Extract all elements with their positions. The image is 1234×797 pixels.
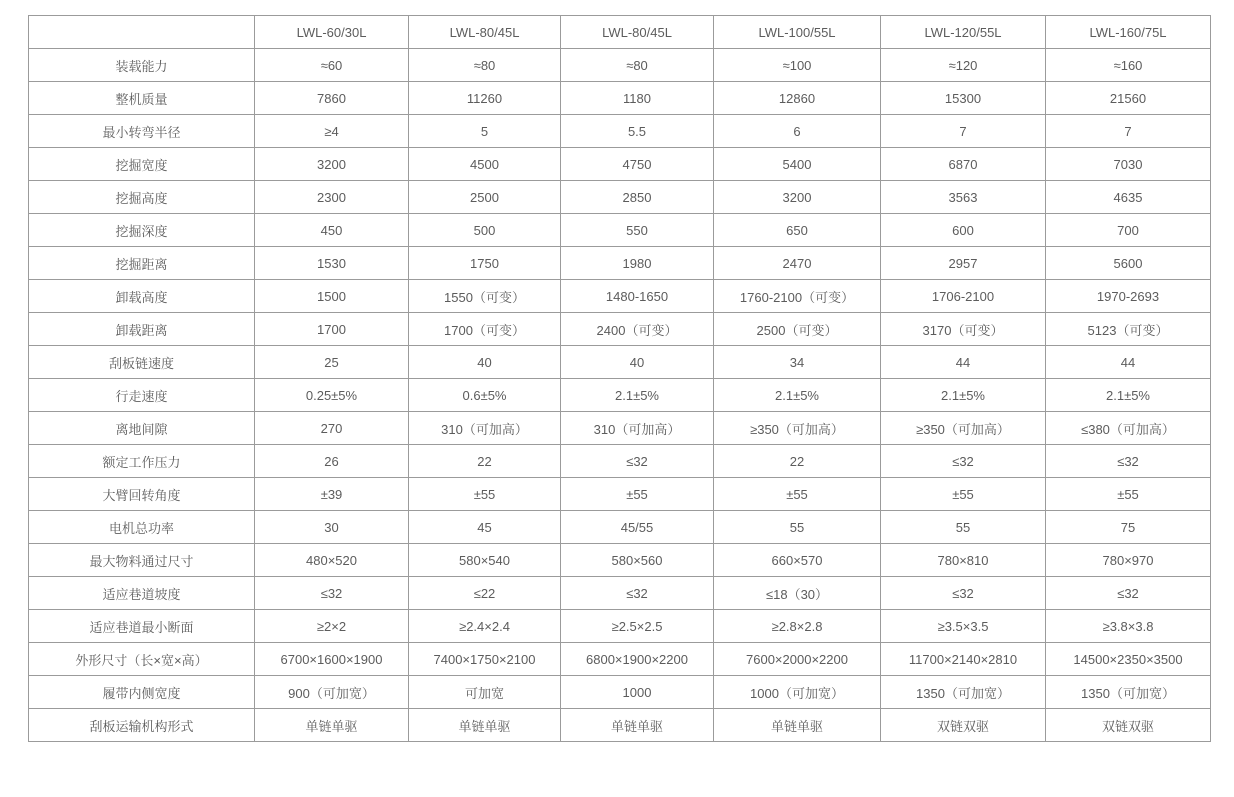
spec-value: 5600 [1046,247,1211,280]
spec-value: 480×520 [255,544,409,577]
spec-value: ±55 [881,478,1046,511]
table-row [29,676,1211,709]
spec-value: ≥2×2 [255,610,409,643]
spec-value: 450 [255,214,409,247]
spec-value: ≥2.4×2.4 [409,610,561,643]
table-row [29,412,1211,445]
spec-value: 55 [714,511,881,544]
spec-value: 2470 [714,247,881,280]
table-row [29,445,1211,478]
spec-table-body [29,49,1211,742]
spec-value: 1000（可加宽） [714,676,881,709]
spec-value: 7 [1046,115,1211,148]
spec-value: 660×570 [714,544,881,577]
spec-value: 7860 [255,82,409,115]
table-row [29,214,1211,247]
spec-value: 3563 [881,181,1046,214]
spec-label: 挖掘高度 [29,181,255,214]
table-row [29,247,1211,280]
spec-value: ≥3.5×3.5 [881,610,1046,643]
column-header-model-1: LWL-60/30L [255,16,409,49]
spec-value: 7 [881,115,1046,148]
spec-value: ±39 [255,478,409,511]
spec-value: 780×810 [881,544,1046,577]
spec-label: 适应巷道坡度 [29,577,255,610]
spec-value: ±55 [409,478,561,511]
spec-value: 75 [1046,511,1211,544]
table-row [29,379,1211,412]
spec-label: 挖掘深度 [29,214,255,247]
spec-value: ≥350（可加高） [714,412,881,445]
spec-value: 600 [881,214,1046,247]
spec-value: ≈80 [561,49,714,82]
spec-value: ≤380（可加高） [1046,412,1211,445]
spec-value: 500 [409,214,561,247]
spec-value: 45/55 [561,511,714,544]
spec-value: 1350（可加宽） [881,676,1046,709]
spec-label: 外形尺寸（长×宽×高） [29,643,255,676]
spec-value: 1000 [561,676,714,709]
table-row [29,181,1211,214]
spec-value: ≤32 [881,577,1046,610]
spec-value: 310（可加高） [561,412,714,445]
spec-value: 1550（可变） [409,280,561,313]
spec-value: 双链双驱 [881,709,1046,742]
spec-value: 2850 [561,181,714,214]
table-row [29,313,1211,346]
spec-value: 3200 [255,148,409,181]
spec-label: 履带内侧宽度 [29,676,255,709]
spec-value: 7030 [1046,148,1211,181]
spec-value: 5.5 [561,115,714,148]
spec-value: 12860 [714,82,881,115]
table-row [29,49,1211,82]
spec-label: 适应巷道最小断面 [29,610,255,643]
spec-value: 45 [409,511,561,544]
spec-value: ≤32 [561,445,714,478]
spec-value: 1760-2100（可变） [714,280,881,313]
spec-value: 310（可加高） [409,412,561,445]
table-row [29,82,1211,115]
spec-value: 550 [561,214,714,247]
spec-label: 大臂回转角度 [29,478,255,511]
spec-label: 刮板运输机构形式 [29,709,255,742]
spec-value: 2500（可变） [714,313,881,346]
spec-value: 580×540 [409,544,561,577]
spec-value: ≥2.8×2.8 [714,610,881,643]
spec-value: 900（可加宽） [255,676,409,709]
spec-value: 1750 [409,247,561,280]
spec-value: 44 [1046,346,1211,379]
spec-value: 7400×1750×2100 [409,643,561,676]
spec-value: 40 [409,346,561,379]
spec-value: 26 [255,445,409,478]
spec-value: 22 [409,445,561,478]
spec-label: 离地间隙 [29,412,255,445]
spec-label: 卸载距离 [29,313,255,346]
table-row [29,511,1211,544]
spec-value: 1970-2693 [1046,280,1211,313]
spec-value: ≥2.5×2.5 [561,610,714,643]
spec-value: 双链双驱 [1046,709,1211,742]
spec-value: ≈160 [1046,49,1211,82]
table-row [29,148,1211,181]
spec-value: 可加宽 [409,676,561,709]
spec-value: 0.6±5% [409,379,561,412]
spec-value: 15300 [881,82,1046,115]
spec-value: ≥350（可加高） [881,412,1046,445]
column-header-model-3: LWL-80/45L [561,16,714,49]
spec-value: ≤32 [1046,577,1211,610]
spec-value: ≤18（30） [714,577,881,610]
spec-label: 电机总功率 [29,511,255,544]
spec-label: 刮板链速度 [29,346,255,379]
spec-value: 1350（可加宽） [1046,676,1211,709]
spec-value: 5400 [714,148,881,181]
table-row [29,577,1211,610]
spec-value: ±55 [561,478,714,511]
spec-value: ≤32 [561,577,714,610]
spec-value: 单链单驱 [561,709,714,742]
spec-value: ≥4 [255,115,409,148]
spec-value: 22 [714,445,881,478]
table-row [29,709,1211,742]
spec-value: 14500×2350×3500 [1046,643,1211,676]
spec-value: 4750 [561,148,714,181]
table-row [29,643,1211,676]
table-row [29,280,1211,313]
spec-value: 30 [255,511,409,544]
spec-value: ≈60 [255,49,409,82]
spec-value: ≥3.8×3.8 [1046,610,1211,643]
spec-value: 6 [714,115,881,148]
spec-value: 1700（可变） [409,313,561,346]
table-row [29,610,1211,643]
spec-value: 5123（可变） [1046,313,1211,346]
spec-label: 挖掘距离 [29,247,255,280]
spec-value: 780×970 [1046,544,1211,577]
spec-label: 整机质量 [29,82,255,115]
spec-value: 270 [255,412,409,445]
column-header-model-6: LWL-160/75L [1046,16,1211,49]
spec-value: 34 [714,346,881,379]
spec-value: ≤32 [255,577,409,610]
spec-value: 1500 [255,280,409,313]
spec-value: 650 [714,214,881,247]
spec-label: 行走速度 [29,379,255,412]
spec-value: ≤22 [409,577,561,610]
spec-value: 6870 [881,148,1046,181]
spec-value: 40 [561,346,714,379]
spec-label: 卸载高度 [29,280,255,313]
spec-value: ±55 [714,478,881,511]
spec-value: 700 [1046,214,1211,247]
spec-value: 2.1±5% [714,379,881,412]
column-header-model-5: LWL-120/55L [881,16,1046,49]
spec-value: 1180 [561,82,714,115]
spec-value: 55 [881,511,1046,544]
spec-value: ≤32 [881,445,1046,478]
spec-value: 6700×1600×1900 [255,643,409,676]
spec-value: 单链单驱 [255,709,409,742]
spec-table [28,15,1211,742]
spec-value: 11700×2140×2810 [881,643,1046,676]
column-header-model-2: LWL-80/45L [409,16,561,49]
spec-value: ≈100 [714,49,881,82]
spec-label: 挖掘宽度 [29,148,255,181]
spec-value: 21560 [1046,82,1211,115]
spec-value: 2957 [881,247,1046,280]
spec-value: 580×560 [561,544,714,577]
spec-value: 1480-1650 [561,280,714,313]
spec-value: 4500 [409,148,561,181]
spec-value: 单链单驱 [714,709,881,742]
spec-value: 3200 [714,181,881,214]
spec-value: 1706-2100 [881,280,1046,313]
spec-value: 0.25±5% [255,379,409,412]
spec-value: 单链单驱 [409,709,561,742]
spec-value: 2.1±5% [561,379,714,412]
spec-label: 最大物料通过尺寸 [29,544,255,577]
spec-label: 最小转弯半径 [29,115,255,148]
spec-value: 11260 [409,82,561,115]
spec-value: 4635 [1046,181,1211,214]
spec-value: 44 [881,346,1046,379]
table-row [29,346,1211,379]
spec-value: 2300 [255,181,409,214]
spec-value: 2500 [409,181,561,214]
table-row [29,115,1211,148]
spec-value: 2400（可变） [561,313,714,346]
spec-label: 装载能力 [29,49,255,82]
spec-value: ≤32 [1046,445,1211,478]
spec-label: 额定工作压力 [29,445,255,478]
header-row [29,16,1211,49]
spec-value: ≈120 [881,49,1046,82]
table-row [29,544,1211,577]
table-row [29,478,1211,511]
spec-value: 1700 [255,313,409,346]
spec-value: ±55 [1046,478,1211,511]
spec-value: 1530 [255,247,409,280]
spec-value: ≈80 [409,49,561,82]
spec-value: 25 [255,346,409,379]
spec-value: 1980 [561,247,714,280]
spec-value: 2.1±5% [1046,379,1211,412]
spec-value: 5 [409,115,561,148]
corner-cell [29,16,255,49]
spec-value: 3170（可变） [881,313,1046,346]
spec-value: 2.1±5% [881,379,1046,412]
column-header-model-4: LWL-100/55L [714,16,881,49]
spec-value: 7600×2000×2200 [714,643,881,676]
spec-value: 6800×1900×2200 [561,643,714,676]
